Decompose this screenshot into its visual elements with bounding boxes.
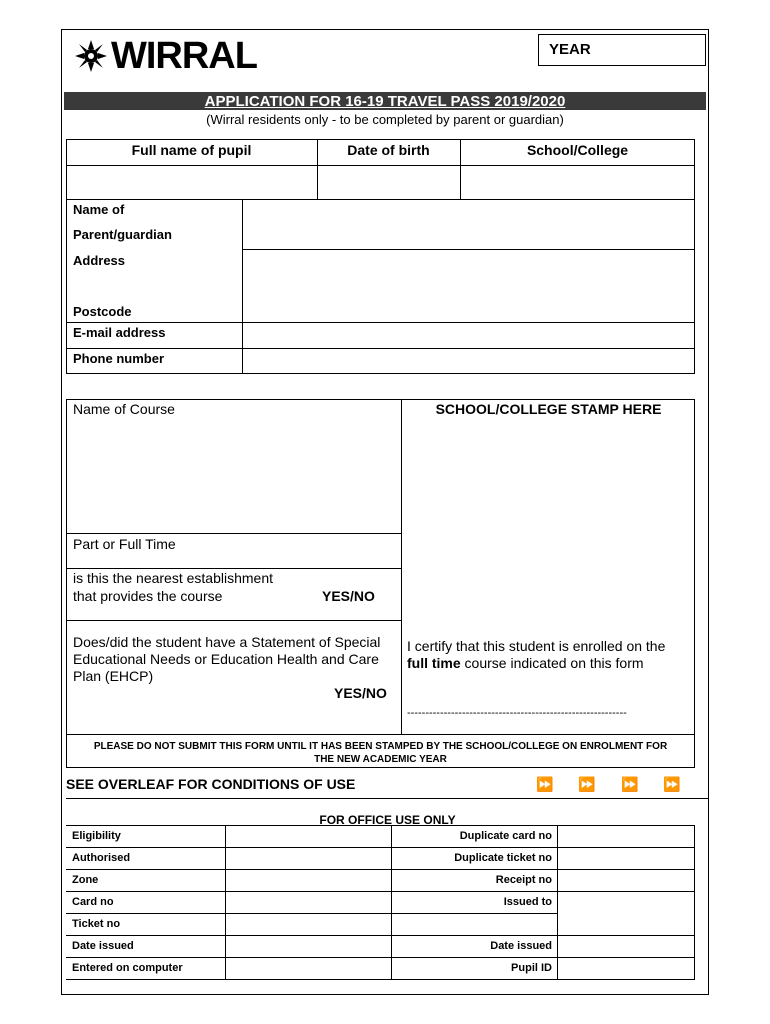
phone-label: Phone number [73,351,165,366]
address-label: Address [73,253,126,268]
nearest-yes-no[interactable]: YES/NO [322,588,375,604]
stamp-label: SCHOOL/COLLEGE STAMP HERE [435,401,662,417]
pupil-name-header: Full name of pupil [131,142,252,158]
divider [66,935,695,936]
wirral-logo [73,36,257,76]
divider [66,913,557,914]
office-left-label: Card no [72,896,114,908]
postcode-label: Postcode [73,304,132,319]
year-label: YEAR [549,41,591,58]
office-left-label: Ticket no [72,918,121,930]
divider [66,348,695,349]
sen-label-2: Educational Needs or Education Health and Care [73,651,379,667]
sen-yes-no[interactable]: YES/NO [334,685,387,701]
notice-line-2: THE NEW ACADEMIC YEAR [314,754,447,765]
divider [66,734,695,735]
divider [66,891,695,892]
fast-forward-icon: ⏩ [621,776,639,792]
divider [66,869,695,870]
course-name-label: Name of Course [73,401,175,417]
parent-name-label-2: Parent/guardian [73,227,172,242]
form-title: APPLICATION FOR 16-19 TRAVEL PASS 2019/2020 [204,93,566,110]
dob-header: Date of birth [347,142,430,158]
divider [66,533,401,534]
office-left-label: Authorised [72,852,131,864]
dob-input[interactable] [318,167,460,199]
office-right-label: Date issued [490,940,552,952]
wirral-star-icon [73,38,109,74]
email-input[interactable] [244,324,694,347]
phone-input[interactable] [244,350,694,373]
divider [66,957,695,958]
school-input[interactable] [461,167,694,199]
divider [66,847,695,848]
pupil-name-input[interactable] [67,167,317,199]
divider [66,620,401,621]
nearest-label-1: is this the nearest establishment [73,570,273,586]
signature-line[interactable]: ------------------------------------------------------------ [407,707,627,719]
divider [66,568,401,569]
fast-forward-icon: ⏩ [578,776,596,792]
certify-rest: course indicated on this form [460,655,644,671]
logo-wordmark: WIRRAL [111,35,257,77]
certify-bold: full time [407,655,461,671]
parent-name-label-1: Name of [73,202,125,217]
office-header: FOR OFFICE USE ONLY [319,813,456,827]
divider [66,979,695,980]
address-input[interactable] [244,251,694,321]
office-left-label: Zone [72,874,99,886]
divider [242,249,695,250]
fast-forward-icon: ⏩ [663,776,681,792]
fast-forward-icon: ⏩ [536,776,554,792]
notice-line-1: PLEASE DO NOT SUBMIT THIS FORM UNTIL IT HAS BEEN STAMPED BY THE SCHOOL/COLLEGE ON ENROLMENT FOR [93,741,668,752]
certify-line-1: I certify that this student is enrolled on the [407,638,666,654]
office-right-label: Duplicate card no [459,830,552,842]
office-left-label: Eligibility [72,830,121,842]
part-full-label: Part or Full Time [73,536,176,552]
email-label: E-mail address [73,325,166,340]
office-left-label: Entered on computer [72,962,183,974]
parent-name-input[interactable] [244,201,694,248]
certify-line-2 [407,655,644,671]
sen-label-3: Plan (EHCP) [73,668,154,684]
overleaf-note: SEE OVERLEAF FOR CONDITIONS OF USE [66,776,356,792]
sen-label-1: Does/did the student have a Statement of Special [73,634,381,650]
office-right-label: Receipt no [495,874,552,886]
office-right-label: Duplicate ticket no [454,852,552,864]
divider [66,322,695,323]
year-field[interactable] [538,34,706,66]
divider [401,399,402,734]
office-right-label: Issued to [503,896,552,908]
school-header: School/College [526,142,629,158]
divider [66,825,695,826]
office-left-label: Date issued [72,940,134,952]
divider [66,798,709,799]
form-subtitle: (Wirral residents only - to be completed by parent or guardian) [206,112,564,127]
course-name-input[interactable] [68,420,399,532]
nearest-label-2: that provides the course [73,588,223,604]
office-right-label: Pupil ID [511,962,552,974]
